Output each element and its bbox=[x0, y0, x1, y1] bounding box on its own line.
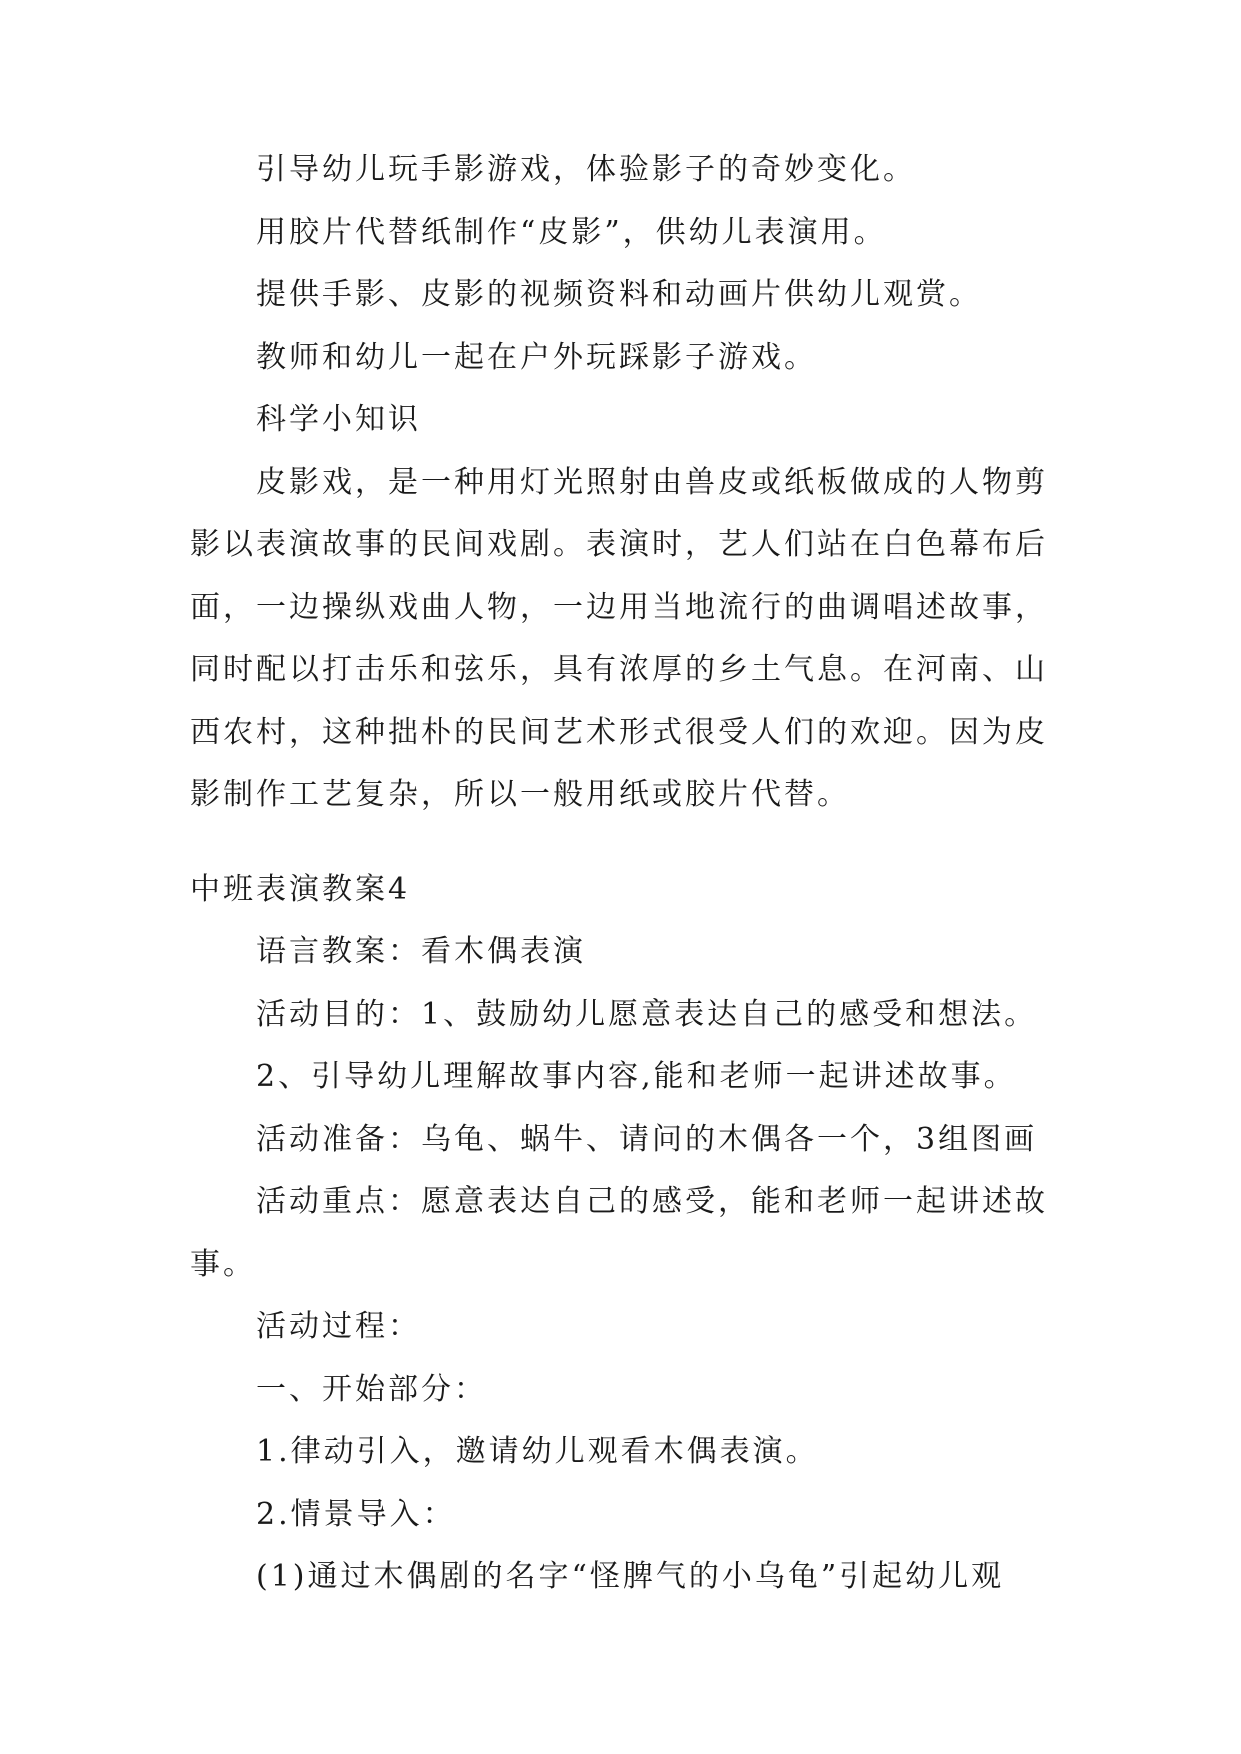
paragraph-line: 一、开始部分： bbox=[256, 1372, 487, 1407]
paragraph-line: 面，一边操纵戏曲人物，一边用当地流行的曲调唱述故事， bbox=[190, 590, 1048, 625]
paragraph-line: 活动重点：愿意表达自己的感受，能和老师一起讲述故 bbox=[256, 1184, 1048, 1219]
paragraph-line: 引导幼儿玩手影游戏，体验影子的奇妙变化。 bbox=[256, 152, 916, 187]
section-heading: 科学小知识 bbox=[256, 402, 421, 437]
paragraph-line: 提供手影、皮影的视频资料和动画片供幼儿观赏。 bbox=[256, 277, 982, 312]
paragraph-line: 教师和幼儿一起在户外玩踩影子游戏。 bbox=[256, 340, 817, 375]
paragraph-line: 2、引导幼儿理解故事内容,能和老师一起讲述故事。 bbox=[256, 1059, 1017, 1094]
paragraph-line: 语言教案：看木偶表演 bbox=[256, 934, 586, 969]
paragraph-line: 活动过程： bbox=[256, 1309, 421, 1344]
paragraph-line: 影以表演故事的民间戏剧。表演时，艺人们站在白色幕布后 bbox=[190, 527, 1048, 562]
paragraph-line: 活动目的：1、鼓励幼儿愿意表达自己的感受和想法。 bbox=[256, 997, 1038, 1032]
paragraph-line: 2.情景导入： bbox=[256, 1497, 456, 1532]
paragraph-line: 事。 bbox=[190, 1247, 256, 1282]
section-title: 中班表演教案4 bbox=[190, 872, 411, 907]
paragraph-line: 用胶片代替纸制作“皮影”，供幼儿表演用。 bbox=[256, 215, 887, 250]
paragraph-line: (1)通过木偶剧的名字“怪脾气的小乌龟”引起幼儿观 bbox=[256, 1559, 1005, 1594]
paragraph-line: 皮影戏，是一种用灯光照射由兽皮或纸板做成的人物剪 bbox=[256, 465, 1048, 500]
paragraph-line: 西农村，这种拙朴的民间艺术形式很受人们的欢迎。因为皮 bbox=[190, 715, 1048, 750]
paragraph-line: 活动准备：乌龟、蜗牛、请问的木偶各一个，3组图画 bbox=[256, 1122, 1038, 1157]
paragraph-line: 影制作工艺复杂，所以一般用纸或胶片代替。 bbox=[190, 777, 850, 812]
paragraph-line: 同时配以打击乐和弦乐，具有浓厚的乡土气息。在河南、山 bbox=[190, 652, 1048, 687]
paragraph-line: 1.律动引入，邀请幼儿观看木偶表演。 bbox=[256, 1434, 819, 1469]
